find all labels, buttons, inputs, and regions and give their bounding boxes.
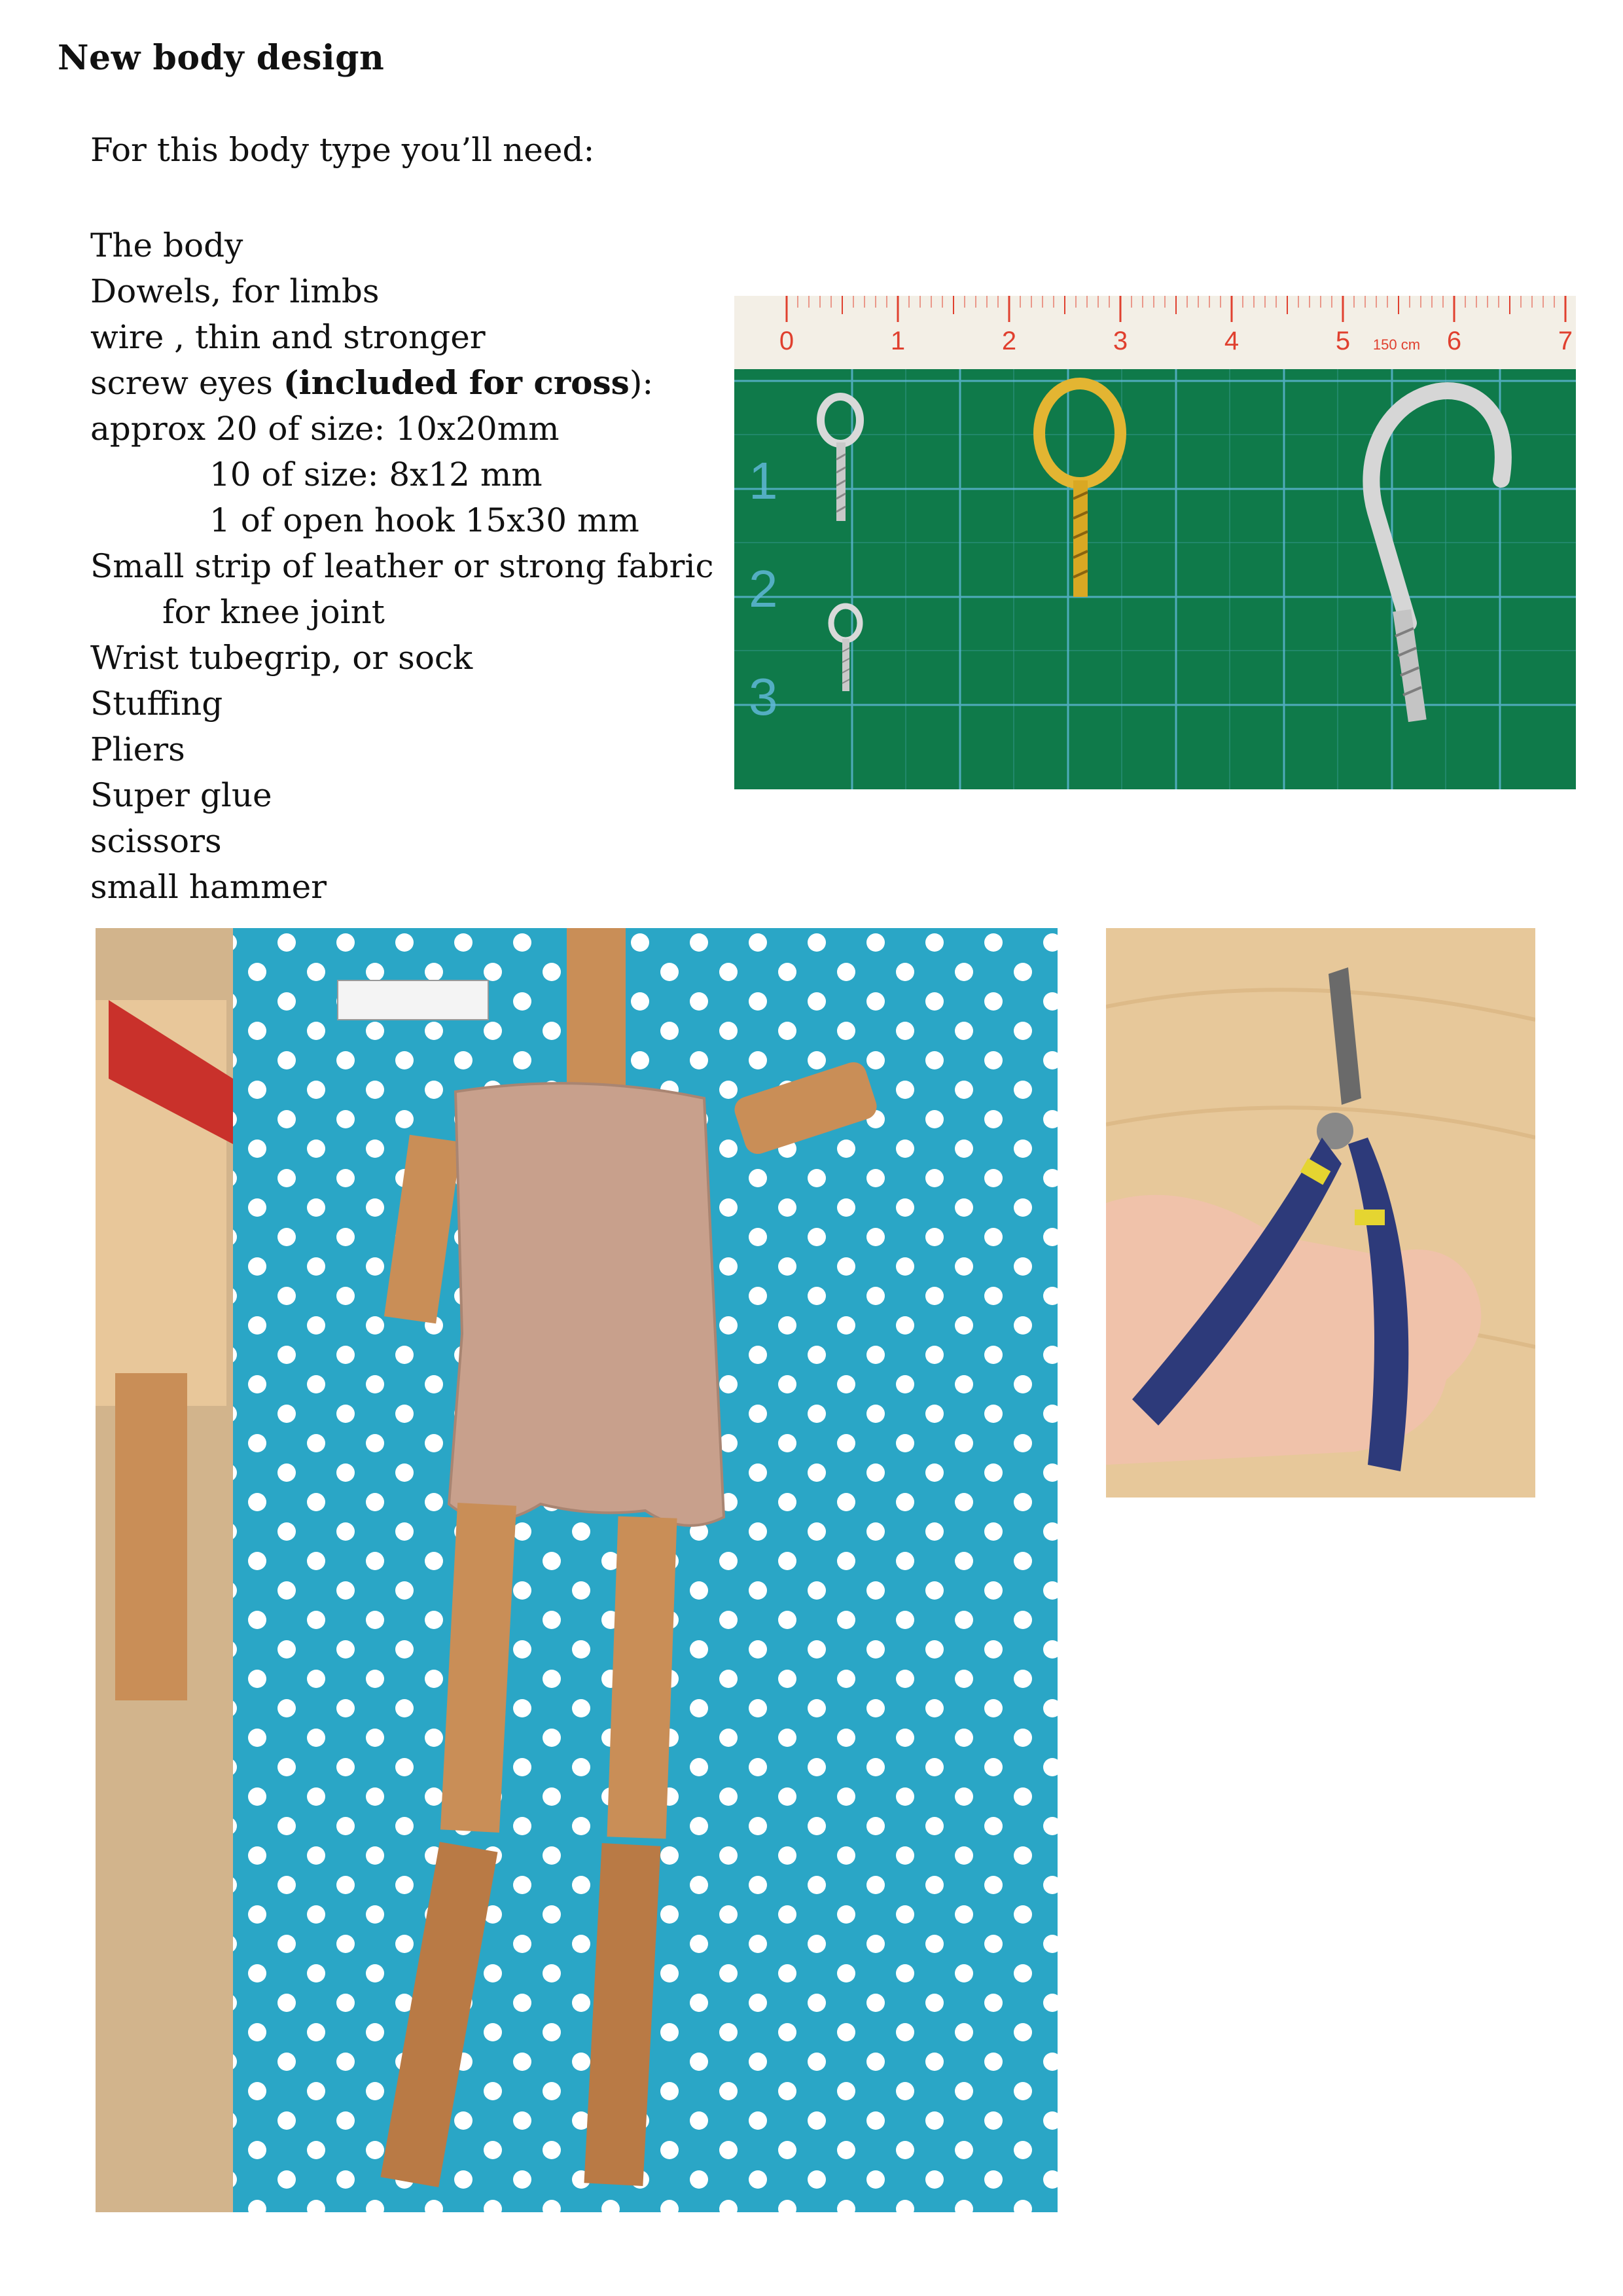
materials-list — [90, 223, 745, 910]
sock-torso — [449, 1083, 724, 1526]
ruler-number: 2 — [1001, 327, 1017, 355]
mat-number: 3 — [749, 668, 778, 726]
list-item: Pliers — [90, 730, 185, 768]
list-item: 1 of open hook 15x30 mm — [209, 501, 639, 539]
document-title: New body design — [58, 38, 385, 78]
list-item-bold: (included for cross — [283, 363, 630, 402]
list-item: for knee joint — [162, 593, 385, 631]
thigh-right — [607, 1516, 677, 1839]
list-item: Wrist tubegrip, or sock — [90, 639, 473, 677]
list-item: The body — [90, 226, 243, 264]
ruler-number: 6 — [1446, 327, 1462, 355]
list-item-text: screw eyes — [90, 364, 283, 402]
list-item: wire , thin and stronger — [90, 318, 486, 356]
screw-eyes-photo — [734, 296, 1576, 789]
list-item: Super glue — [90, 776, 272, 814]
list-item: scissors — [90, 822, 222, 860]
list-item: Stuffing — [90, 685, 223, 723]
ruler-number: 5 — [1335, 327, 1351, 355]
list-item: Dowels, for limbs — [90, 272, 380, 310]
wood-piece — [115, 1373, 187, 1700]
intro-text: For this body type you’ll need: — [90, 131, 595, 169]
mat-number: 1 — [749, 452, 778, 510]
ruler-unit-label: 150 cm — [1372, 336, 1421, 353]
list-item-text: ): — [629, 364, 654, 402]
glue-tube — [338, 980, 488, 1020]
pliers-photo — [1106, 928, 1535, 1498]
doll-body-photo — [96, 928, 1058, 2212]
list-item: approx 20 of size: 10x20mm — [90, 410, 560, 448]
pliers-band — [1355, 1210, 1385, 1225]
list-item: small hammer — [90, 868, 327, 906]
list-item: Small strip of leather or strong fabric — [90, 547, 714, 585]
ruler-number: 0 — [779, 327, 794, 355]
mat-number: 2 — [749, 560, 778, 618]
list-item — [90, 360, 745, 406]
ruler-number: 3 — [1113, 327, 1128, 355]
ruler-number: 1 — [890, 327, 906, 355]
ruler-number: 7 — [1558, 327, 1573, 355]
list-item: 10 of size: 8x12 mm — [209, 456, 543, 493]
neck-dowel — [567, 928, 626, 1085]
ruler-number: 4 — [1224, 327, 1240, 355]
